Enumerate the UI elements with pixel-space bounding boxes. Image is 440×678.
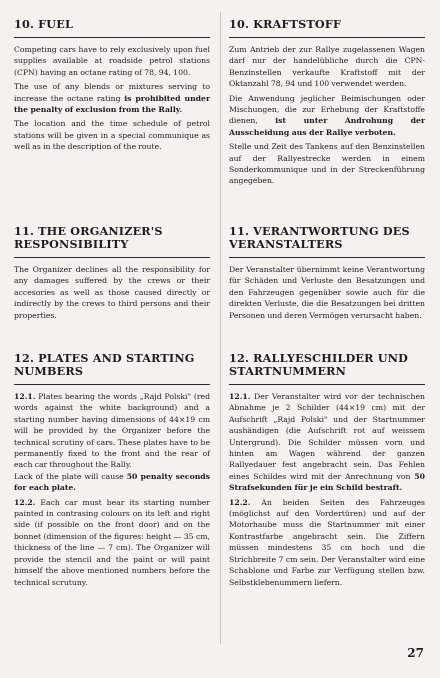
paragraph [14, 81, 210, 115]
paragraph: Zum Antrieb der zur Rallye zugelassenen Wagen darf nur der handelübliche durch die CPN-Benzinstellen verkaufte Kraftstoff mit der Oktanzahl 78, 94 und 100 verwendet werden. [229, 45, 425, 89]
bold-text: 50 Strafsekunden für je ein Schild bestraft. [229, 471, 425, 493]
section-fuel-en [14, 18, 210, 156]
paragraph: The Organizer declines all the responsibility for any damages suffered by the crews or their accesories as well as those caused directly or indirectly by the crews to third persons and their properties. [14, 265, 210, 320]
column-divider [220, 12, 221, 644]
paragraph [229, 93, 425, 139]
bold-text: 50 penalty seconds for each plate. [14, 471, 210, 493]
paragraph [229, 391, 425, 494]
text-span: The use of any blends or mixtures serving to increase the octane rating [14, 82, 210, 103]
section-title: 11. VERANTWORTUNG DES VERANSTALTERS [229, 225, 425, 258]
text-span: Lack of the plate will cause [14, 471, 127, 481]
clause-number: 12.1. [229, 392, 251, 401]
document-page [14, 8, 432, 670]
bold-text: is prohibited under the penalty of exclusion from the Rally. [14, 93, 210, 115]
section-fuel-de [229, 18, 425, 190]
section-responsibility-en [14, 225, 210, 324]
section-plates-en [14, 352, 210, 591]
bold-text: ist unter Androhung der Ausscheidung aus der Rallye verboten. [229, 116, 425, 137]
section-title: 11. THE ORGANIZER'S RESPONSIBILITY [14, 225, 210, 258]
text-span: Each car must bear its starting number painted in contrasing colours on its left and right side (if possible on the front door) and on the bonnet (dimension of the figures: height — 35 cm, thickness of the line — 7 cm). The Organizer will provide the stencil and the paint or will paint himself the above mentioned numbers before the technical scrutuny. [14, 497, 210, 587]
paragraph: The location and the time schedule of petrol stations will be given in a special communique as well as in the description of the route. [14, 119, 210, 152]
text-span: Plates bearing the words „Rajd Polski" (red words against the white background) and a starting number having dimensions of 44×19 cm will be provided by the Organizer before the technical scrutiny of cars. These plates have to be permanently fixed to the front and the rear of each car throughout the Rally. [14, 392, 210, 470]
german-column [229, 8, 425, 648]
section-plates-de [229, 352, 425, 591]
section-title: 12. RALLYESCHILDER UND STARTNUMMERN [229, 352, 425, 385]
clause-number: 12.2. [14, 497, 36, 507]
page-number: 27 [407, 646, 424, 660]
paragraph [14, 497, 210, 588]
paragraph [14, 471, 210, 494]
text-span: An beiden Seiten des Fahrzeuges (möglichst auf den Vordertüren) und auf der Motorhaube muss die Startnummer mit einer Kontrastfarbe angebracht sein. Die Ziffern müssen mindestens 35 cm hoch und die Strichbreite 7 cm sein. Der Veranstalter wird eine Schablone und Farbe zur Verfügung stellen bzw. Selbstklebenummern liefern. [229, 497, 425, 587]
section-responsibility-de [229, 225, 425, 324]
clause-number: 12.2. [229, 497, 251, 507]
paragraph: Competing cars have to rely exclusively upon fuel supplies available at roadside petrol stations (CPN) having an octane rating of 78, 94, 100. [14, 45, 210, 77]
clause-number: 12.1. [14, 392, 36, 401]
section-title: 10. FUEL [14, 18, 210, 38]
text-span: Die Anwendung jeglicher Beimischungen oder Mischungen, die zur Erhebung der Kraftstoffe dienen, [229, 93, 425, 126]
english-column [14, 8, 210, 648]
paragraph: Der Veranstalter übernimmt keine Verantwortung für Schäden und Verluste den Besatzungen und den Fahrzeugen gegenüber sowie auch für die direkten Verluste, die die Besatzungen bei dritten Personen und deren Vermögen verursacht haben. [229, 265, 425, 320]
paragraph [14, 391, 210, 471]
section-title: 10. KRAFTSTOFF [229, 18, 425, 38]
text-span: Der Veranstalter wird vor der technischen Abnahme je 2 Schilder (44×19 cm) mit der Aufschrift „Rajd Polski" und der Startnummer aushändigen (die Aufschrift rot auf weissem Untergrund). Die Schilder müssen vorn und hinten am Wagen während der ganzen Rallyedauer fest angebracht sein. Das Fehlen eines Schildes wird mit der Anrechnung von [229, 392, 425, 481]
section-title: 12. PLATES AND STARTING NUMBERS [14, 352, 210, 385]
paragraph: Stelle und Zeit des Tankens auf den Benzinstellen auf der Rallyestrecke werden in einem Sonderkommunique und in der Streckenführung angegeben. [229, 142, 425, 186]
paragraph [229, 497, 425, 588]
